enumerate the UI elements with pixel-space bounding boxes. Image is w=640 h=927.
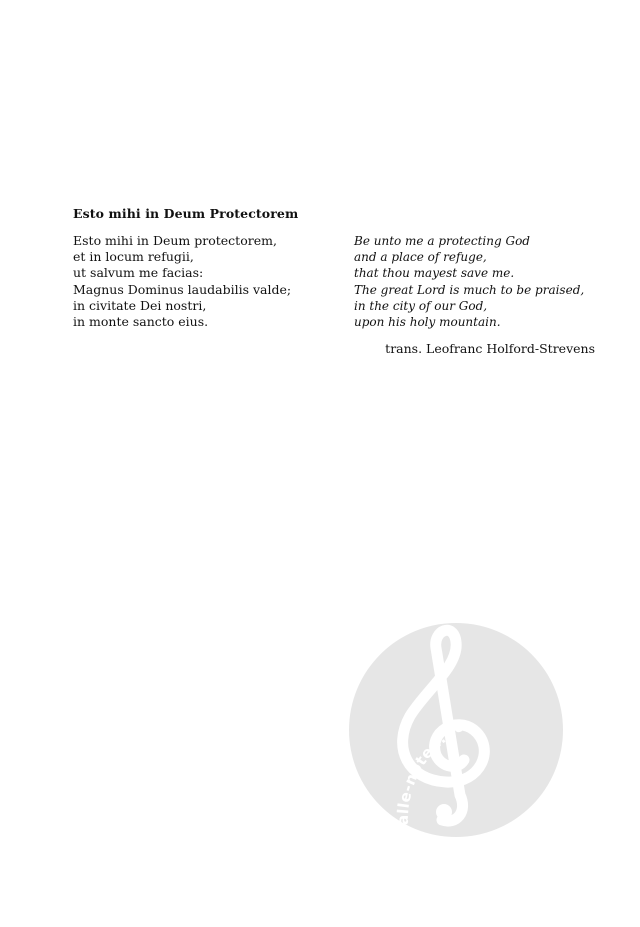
translation-line: Be unto me a protecting God [354,234,530,248]
watermark-logo [346,620,566,840]
text-title: Esto mihi in Deum Protectorem [73,206,299,221]
translation-line: The great Lord is much to be praised, [354,282,585,297]
latin-line: et in locum refugii, [73,249,194,265]
latin-line: Magnus Dominus laudabilis valde; [73,281,292,297]
translation-line: and a place of refuge, [354,250,487,265]
latin-line: ut salvum me facias: [73,265,204,281]
translation-line: that thou mayest save me. [354,266,515,281]
treble-clef-icon [346,620,566,840]
translator-credit: trans. Leofranc Holford-Strevens [385,341,595,356]
latin-line: in monte sancto eius. [73,314,209,330]
latin-text-block [73,233,333,330]
translation-line: upon his holy mountain. [354,315,501,330]
translation-line: in the city of our God, [354,298,488,313]
latin-line: Esto mihi in Deum protectorem, [73,233,277,248]
english-translation-block [354,233,604,330]
watermark-text: alle-noten.de [393,716,468,826]
latin-line: in civitate Dei nostri, [73,297,207,313]
